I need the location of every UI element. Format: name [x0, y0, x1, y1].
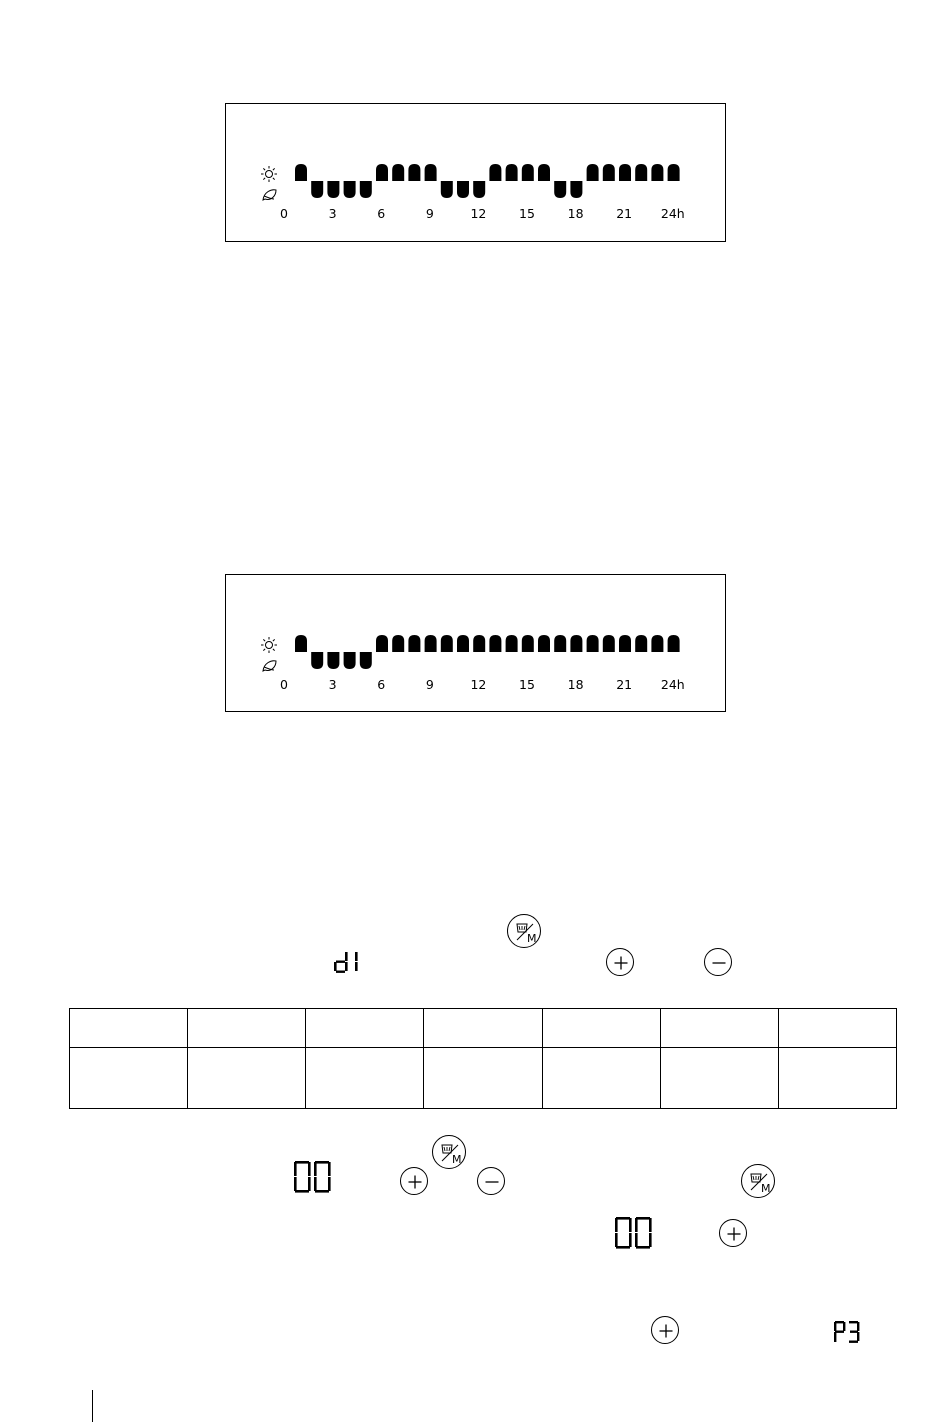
- wash-mode-icon: [742, 1165, 776, 1199]
- hour-block-day: [554, 635, 566, 652]
- settings-table: [69, 1008, 897, 1109]
- tick-label: 12: [470, 206, 487, 221]
- hour-block-eco: [570, 181, 582, 198]
- plus-button-3[interactable]: [719, 1219, 747, 1247]
- display-d1: [333, 950, 361, 974]
- hour-block-day: [425, 164, 437, 181]
- hour-block-day: [587, 164, 599, 181]
- hour-block-eco: [457, 181, 469, 198]
- tick-label: 6: [377, 206, 386, 221]
- hour-block-day: [376, 635, 388, 652]
- plus-icon: [720, 1220, 748, 1248]
- tick-label: 21: [616, 677, 633, 692]
- tick-label: 3: [328, 206, 337, 221]
- hour-block-day: [295, 164, 307, 181]
- hour-block-day: [635, 164, 647, 181]
- leaf-icon: [263, 190, 276, 200]
- table-cell: [542, 1048, 660, 1109]
- page-margin-rule: [92, 1390, 93, 1422]
- plus-button-4[interactable]: [651, 1316, 679, 1344]
- tick-label: 15: [519, 206, 535, 221]
- hour-block-day: [587, 635, 599, 652]
- tick-label: 3: [328, 677, 337, 692]
- hour-block-day: [668, 164, 680, 181]
- table-row: [70, 1009, 897, 1048]
- hour-block-day: [457, 635, 469, 652]
- plus-icon: [652, 1317, 680, 1345]
- hour-block-day: [506, 635, 518, 652]
- tick-label: 24h: [660, 206, 685, 221]
- timeline-panel-1: [225, 103, 726, 242]
- mode-button-2[interactable]: [432, 1135, 466, 1169]
- plus-button-2[interactable]: [400, 1167, 428, 1195]
- display-00-b: [615, 1216, 653, 1250]
- tick-label: 9: [425, 206, 434, 221]
- hour-block-eco: [311, 652, 323, 669]
- hour-block-day: [392, 635, 404, 652]
- mode-button-label: M: [761, 1182, 771, 1195]
- hour-block-eco: [360, 181, 372, 198]
- tick-label: 24h: [660, 677, 685, 692]
- table-cell: [424, 1048, 542, 1109]
- table-cell: [70, 1009, 188, 1048]
- hour-block-day: [651, 164, 663, 181]
- hour-block-day: [668, 635, 680, 652]
- table-cell: [778, 1048, 896, 1109]
- seven-segment-00: [294, 1160, 332, 1194]
- minus-button-2[interactable]: [477, 1167, 505, 1195]
- hour-block-day: [506, 164, 518, 181]
- hour-block-day: [489, 164, 501, 181]
- seven-segment-p3: [834, 1320, 860, 1344]
- hour-block-eco: [327, 181, 339, 198]
- mode-button-label: M: [527, 932, 537, 945]
- hour-block-eco: [344, 652, 356, 669]
- hour-block-day: [522, 635, 534, 652]
- table-cell: [188, 1048, 306, 1109]
- hour-block-day: [408, 635, 420, 652]
- table-cell: [306, 1048, 424, 1109]
- tick-label: 0: [280, 677, 288, 692]
- plus-icon: [401, 1168, 429, 1196]
- tick-label: 15: [519, 677, 535, 692]
- hour-block-day: [408, 164, 420, 181]
- mode-button-label: M: [452, 1153, 462, 1166]
- hour-block-day: [570, 635, 582, 652]
- hour-block-day: [295, 635, 307, 652]
- hour-block-eco: [360, 652, 372, 669]
- tick-label: 9: [425, 677, 434, 692]
- hour-block-day: [522, 164, 534, 181]
- plus-icon: [607, 949, 635, 977]
- hour-block-day: [619, 164, 631, 181]
- tick-label: 6: [377, 677, 386, 692]
- hour-block-eco: [344, 181, 356, 198]
- hour-block-day: [635, 635, 647, 652]
- tick-label: 12: [470, 677, 487, 692]
- minus-icon: [705, 949, 733, 977]
- wash-mode-icon: [433, 1136, 467, 1170]
- table-cell: [778, 1009, 896, 1048]
- minus-icon: [478, 1168, 506, 1196]
- hour-block-day: [651, 635, 663, 652]
- plus-button-1[interactable]: [606, 948, 634, 976]
- tick-label: 18: [567, 206, 584, 221]
- seven-segment-d1: [333, 950, 361, 974]
- display-p3: [834, 1320, 860, 1344]
- timeline-chart-1: [226, 104, 727, 243]
- hour-block-eco: [441, 181, 453, 198]
- hour-block-day: [619, 635, 631, 652]
- hour-block-day: [538, 635, 550, 652]
- hour-block-day: [425, 635, 437, 652]
- timeline-panel-2: [225, 574, 726, 712]
- hour-block-day: [441, 635, 453, 652]
- sun-icon: [261, 166, 277, 182]
- table-cell: [70, 1048, 188, 1109]
- wash-mode-icon: [508, 915, 542, 949]
- tick-label: 0: [280, 206, 288, 221]
- table-row: [70, 1048, 897, 1109]
- hour-block-day: [473, 635, 485, 652]
- display-00-a: [294, 1160, 332, 1194]
- table-cell: [188, 1009, 306, 1048]
- hour-block-day: [392, 164, 404, 181]
- table-cell: [424, 1009, 542, 1048]
- leaf-icon: [263, 661, 276, 671]
- hour-block-day: [376, 164, 388, 181]
- hour-block-day: [603, 164, 615, 181]
- sun-icon: [261, 637, 277, 653]
- tick-label: 21: [616, 206, 633, 221]
- table-cell: [306, 1009, 424, 1048]
- mode-button-1[interactable]: [507, 914, 541, 948]
- seven-segment-00: [615, 1216, 653, 1250]
- table-cell: [660, 1009, 778, 1048]
- hour-block-eco: [327, 652, 339, 669]
- hour-block-eco: [554, 181, 566, 198]
- minus-button-1[interactable]: [704, 948, 732, 976]
- tick-label: 18: [567, 677, 584, 692]
- hour-block-day: [603, 635, 615, 652]
- table-cell: [660, 1048, 778, 1109]
- hour-block-day: [538, 164, 550, 181]
- hour-block-eco: [473, 181, 485, 198]
- hour-block-day: [489, 635, 501, 652]
- timeline-chart-2: [226, 575, 727, 713]
- hour-block-eco: [311, 181, 323, 198]
- table-cell: [542, 1009, 660, 1048]
- mode-button-3[interactable]: [741, 1164, 775, 1198]
